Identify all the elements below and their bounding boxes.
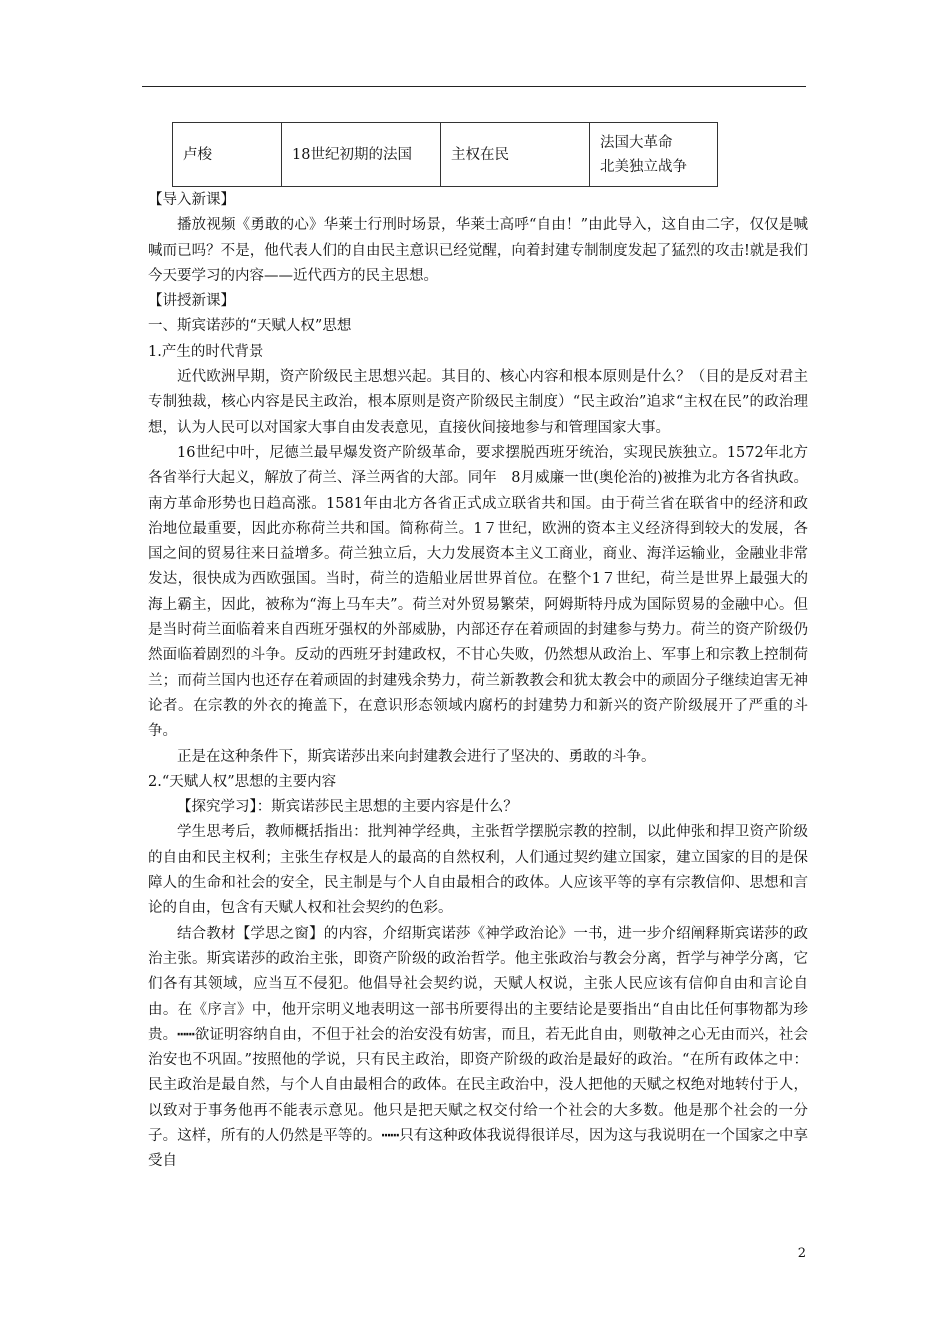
header-rule bbox=[142, 86, 806, 87]
cell-thinker: 卢梭 bbox=[173, 123, 282, 187]
intro-heading: 【导入新课】 bbox=[148, 192, 235, 208]
cell-influence bbox=[590, 123, 718, 187]
background-paragraph-1: 近代欧洲早期，资产阶级民主思想兴起。其目的、核心内容和根本原则是什么？（目的是反对君主专制独裁，核心内容是民主政治，根本原则是资产阶级民主制度）“民主政治”追求“主权在民”的政治理想，认为人民可以对国家大事自由发表意见，直接伙间接地参与和管理国家大事。 bbox=[148, 369, 808, 436]
influence-line-2: 北美独立战争 bbox=[600, 158, 687, 175]
cell-idea: 主权在民 bbox=[441, 123, 590, 187]
sub2-title: 2.“天赋人权”思想的主要内容 bbox=[148, 773, 337, 790]
content-paragraph-2: 结合教材【学思之窗】的内容，介绍斯宾诺莎《神学政治论》一书，进一步介绍阐释斯宾诺莎的政治主张。斯宾诺莎的政治主张，即资产阶级的政治哲学。他主张政治与教会分离，哲学与神学分离，它们各有其领域，应当互不侵犯。他倡导社会契约说，天赋人权说，主张人民应该有信仰自由和言论自由。在《序言》中，他开宗明义地表明这一部书所要得出的主要结论是要指出“自由比任何事物都为珍贵。┅┅欲证明容纳自由，不但于社会的治安没有妨害，而且，若无此自由，则敬神之心无由而兴，社会治安也不巩固。”按照他的学说，只有民主政治，即资产阶级的政治是最好的政治。“在所有政体之中：民主政治是最自然，与个人自由最相合的政体。在民主政治中，没人把他的天赋之权绝对地转付于人，以致对于事务他再不能表示意见。他只是把天赋之权交付给一个社会的大多数。他是那个社会的一分子。这样，所有的人仍然是平等的。┅┅只有这种政体我说得很详尽，因为这与我说明在一个国家之中享受自 bbox=[148, 925, 808, 1170]
explore-question: 【探究学习】：斯宾诺莎民主思想的主要内容是什么？ bbox=[177, 799, 518, 816]
cell-era: 18世纪初期的法国 bbox=[282, 123, 441, 187]
content-paragraph-1: 学生思考后，教师概括指出：批判神学经典，主张哲学摆脱宗教的控制，以此伸张和捍卫资产阶级的自由和民主权利；主张生存权是人的最高的自然权利，人们通过契约建立国家，建立国家的目的是保障人的生命和社会的安全，民主制是与个人自由最相合的政体。人应该平等的享有宗教信仰、思想和言论的自由，包含有天赋人权和社会契约的色彩。 bbox=[148, 824, 808, 917]
page-number: 2 bbox=[797, 1246, 806, 1261]
lecture-heading: 【讲授新课】 bbox=[148, 293, 235, 310]
influence-line-1: 法国大革命 bbox=[600, 134, 673, 151]
part1-title: 一、斯宾诺莎的“天赋人权”思想 bbox=[148, 318, 352, 335]
background-paragraph-3: 正是在这种条件下，斯宾诺莎出来向封建教会进行了坚决的、勇敢的斗争。 bbox=[177, 748, 656, 765]
thinker-table bbox=[172, 122, 718, 187]
sub1-title: 1.产生的时代背景 bbox=[148, 343, 264, 360]
document-body bbox=[148, 188, 808, 1175]
background-paragraph-2: 16世纪中叶，尼德兰最早爆发资产阶级革命，要求摆脱西班牙统治，实现民族独立。1572年北方各省举行大起义，解放了荷兰、泽兰两省的大部。同年 8月威廉一世(奥伦治的)被推为北方各省执政。南方革命形势也日趋高涨。1581年由北方各省正式成立联省共和国。由于荷兰省在联省中的经济和政治地位最重要，因此亦称荷兰共和国。简称荷兰。1７世纪，欧洲的资本主义经济得到较大的发展，各国之间的贸易往来日益增多。荷兰独立后，大力发展资本主义工商业，商业、海洋运输业，金融业非常发达，很快成为西欧强国。当时，荷兰的造船业居世界首位。在整个1７世纪，荷兰是世界上最强大的海上霸主，因此，被称为“海上马车夫”。荷兰对外贸易繁荣，阿姆斯特丹成为国际贸易的金融中心。但是当时荷兰面临着来自西班牙强权的外部威胁，内部还存在着顽固的封建参与势力。荷兰的资产阶级仍然面临着剧烈的斗争。反动的西班牙封建政权，不甘心失败，仍然想从政治上、军事上和宗教上控制荷兰；而荷兰国内也还存在着顽固的封建残余势力，荷兰新教教会和犹太教会中的顽固分子继续迫害无神论者。在宗教的外衣的掩盖下，在意识形态领域内腐朽的封建势力和新兴的资产阶级展开了严重的斗争。 bbox=[148, 444, 808, 740]
table-row bbox=[173, 123, 718, 187]
intro-paragraph: 播放视频《勇敢的心》华莱士行刑时场景，华莱士高呼“自由！”由此导入，这自由二字，仅仅是喊喊而已吗？不是，他代表人们的自由民主意识已经觉醒，向着封建专制制度发起了猛烈的攻击!就是我们今天要学习的内容——近代西方的民主思想。 bbox=[148, 217, 808, 284]
